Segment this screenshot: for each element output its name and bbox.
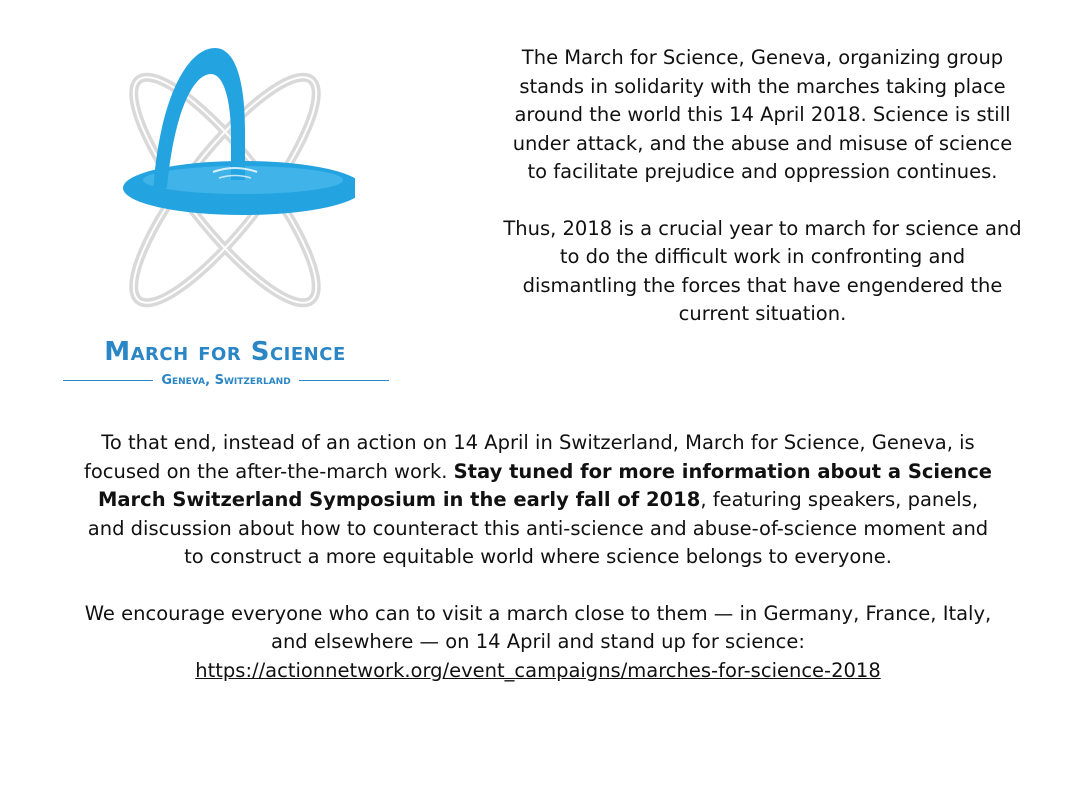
intro-section [500, 44, 1025, 329]
encourage-paragraph [80, 600, 996, 686]
symposium-paragraph [80, 429, 996, 572]
symposium-highlight-text: Stay tuned for more information about a Science March Switzerland Symposium in the early fall of 2018 [97, 459, 993, 511]
action-network-link[interactable]: https://actionnetwork.org/event_campaigns/marches-for-science-2018 [195, 658, 881, 682]
march-for-science-logo [55, 40, 395, 400]
logo-divider-left [63, 380, 153, 381]
atom-logo-icon [95, 40, 355, 330]
intro-paragraph-2: Thus, 2018 is a crucial year to march for science and to do the difficult work in confronting and dismantling the forces that have engendered the current situation. [503, 216, 1022, 325]
intro-paragraph-1: The March for Science, Geneva, organizing group stands in solidarity with the marches taking place around the world this 14 April 2018. Science is still under attack, and the abuse and misuse of science to facilitate prejudice and oppression continues. [512, 46, 1013, 183]
logo-title: March for Science [104, 337, 346, 367]
symposium-lead-text: To that end, instead of an action on 14 April in Switzerland, March for Science, Geneva, is focused on the after-the-march work. [83, 431, 975, 483]
logo-subtitle-row [63, 373, 389, 388]
encourage-text: We encourage everyone who can to visit a march close to them — in Germany, France, Italy, and elsewhere — on 14 April and stand up for science: [84, 601, 992, 653]
logo-divider-right [299, 380, 389, 381]
symposium-tail-text: , featuring speakers, panels, and discussion about how to counteract this anti-science and abuse-of-science moment and to construct a more equitable world where science belongs to everyone. [87, 488, 989, 568]
logo-subtitle: Geneva, Switzerland [161, 373, 291, 388]
body-section [80, 429, 996, 685]
